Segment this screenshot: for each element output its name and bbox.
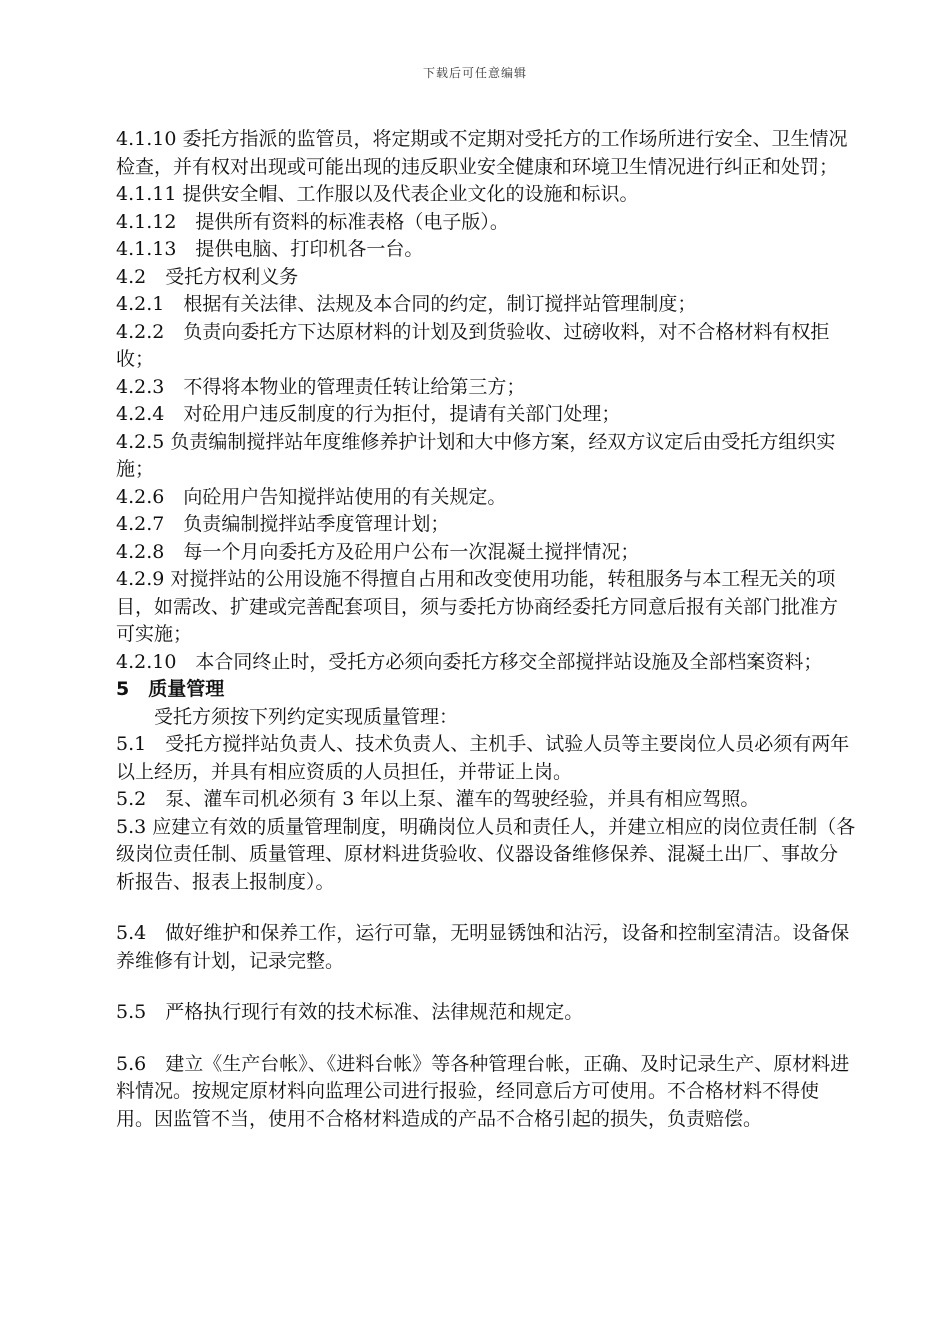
clause-4-1-10: 4.1.10 委托方指派的监管员，将定期或不定期对受托方的工作场所进行安全、卫生情况检查，并有权对出现或可能出现的违反职业安全健康和环境卫生情况进行纠正和处罚； (116, 128, 848, 178)
clause-5-5: 5.5 严格执行现行有效的技术标准、法律规范和规定。 (116, 1001, 584, 1023)
clause-4-2-9: 4.2.9 对搅拌站的公用设施不得擅自占用和改变使用功能，转租服务与本工程无关的项目，如需改、扩建或完善配套项目，须与委托方协商经委托方同意后报有关部门批准方可实施； (116, 568, 839, 645)
section-4-2-title: 4.2 受托方权利义务 (116, 265, 299, 288)
clause-4-2-6: 4.2.6 向砼用户告知搅拌站使用的有关规定。 (116, 485, 507, 508)
clause-4-1-13: 4.1.13 提供电脑、打印机各一台。 (116, 238, 424, 260)
clause-4-2-7: 4.2.7 负责编制搅拌站季度管理计划； (116, 513, 450, 535)
section-5-heading: 5 质量管理 (116, 678, 225, 700)
clause-4-2-10: 4.2.10 本合同终止时，受托方必须向委托方移交全部搅拌站设施及全部档案资料； (116, 650, 823, 673)
clause-4-2-2: 4.2.2 负责向委托方下达原材料的计划及到货验收、过磅收料，对不合格材料有权拒收； (116, 320, 830, 370)
clause-5-2: 5.2 泵、灌车司机必须有 3 年以上泵、灌车的驾驶经验，并具有相应驾照。 (116, 788, 760, 810)
section-5-intro: 受托方须按下列约定实现质量管理： (154, 705, 459, 728)
clause-4-2-4: 4.2.4 对砼用户违反制度的行为拒付，提请有关部门处理； (116, 403, 621, 425)
clause-4-2-5: 4.2.5 负责编制搅拌站年度维修养护计划和大中修方案，经双方议定后由受托方组织实施； (116, 430, 836, 480)
clause-5-1: 5.1 受托方搅拌站负责人、技术负责人、主机手、试验人员等主要岗位人员必须有两年以上经历，并具有相应资质的人员担任，并带证上岗。 (116, 733, 850, 783)
header-note: 下载后可任意编辑 (422, 66, 527, 80)
clause-5-6: 5.6 建立《生产台帐》、《进料台帐》等各种管理台帐，正确、及时记录生产、原材料进料情况。按规定原材料向监理公司进行报验，经同意后方可使用。不合格材料不得使用。因监管不当，使用不合格材料造成的产品不合格引起的损失，负责赔偿。 (116, 1052, 850, 1130)
clause-4-2-1: 4.2.1 根据有关法律、法规及本合同的约定，制订搅拌站管理制度； (116, 293, 697, 315)
document-body (116, 126, 856, 1133)
clause-5-4: 5.4 做好维护和保养工作，运行可靠，无明显锈蚀和沾污，设备和控制室清洁。设备保养维修有计划，记录完整。 (116, 922, 850, 972)
clause-4-2-8: 4.2.8 每一个月向委托方及砼用户公布一次混凝土搅拌情况； (116, 540, 640, 563)
clause-4-1-11: 4.1.11 提供安全帽、工作服以及代表企业文化的设施和标识。 (116, 183, 639, 205)
clause-4-2-3: 4.2.3 不得将本物业的管理责任转让给第三方； (116, 375, 526, 398)
clause-5-3: 5.3 应建立有效的质量管理制度，明确岗位人员和责任人，并建立相应的岗位责任制（各级岗位责任制、质量管理、原材料进货验收、仪器设备维修保养、混凝土出厂、事故分析报告、报表上报制度）。 (116, 815, 856, 893)
clause-4-1-12: 4.1.12 提供所有资料的标准表格（电子版）。 (116, 210, 509, 233)
